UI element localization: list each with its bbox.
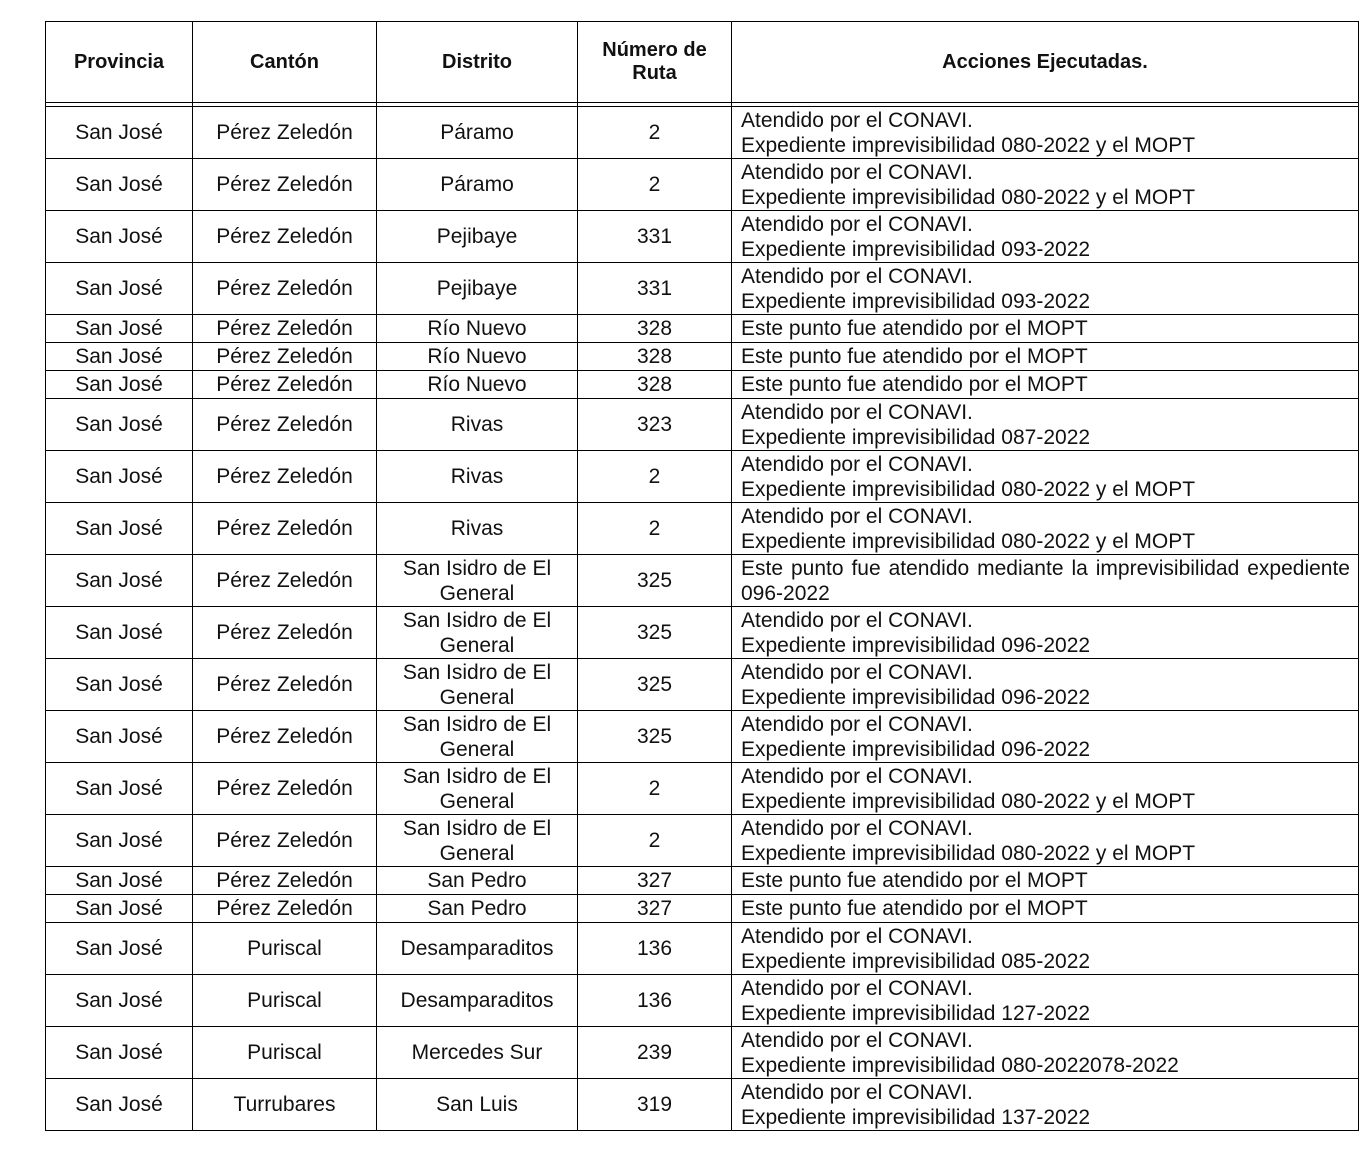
ruta-cell: 319 — [578, 1079, 732, 1131]
distrito-cell: Río Nuevo — [377, 315, 578, 343]
table-row — [46, 211, 1359, 263]
header-numero-ruta: Número de Ruta — [578, 22, 732, 103]
accion-line: Expediente imprevisibilidad 080-2022 y el MOPT — [741, 789, 1196, 813]
acciones-cell — [732, 607, 1359, 659]
ruta-cell: 2 — [578, 815, 732, 867]
accion-line: Atendido por el CONAVI. — [741, 712, 973, 736]
provincia-cell: San José — [46, 711, 193, 763]
accion-line: Expediente imprevisibilidad 096-2022 — [741, 737, 1091, 761]
provincia-cell: San José — [46, 975, 193, 1027]
distrito-cell: San Isidro de El General — [377, 555, 578, 607]
provincia-cell: San José — [46, 211, 193, 263]
distrito-cell: Pejibaye — [377, 263, 578, 315]
provincia-cell: San José — [46, 107, 193, 159]
canton-cell: Pérez Zeledón — [193, 399, 377, 451]
acciones-cell — [732, 263, 1359, 315]
ruta-cell: 328 — [578, 315, 732, 343]
table-row — [46, 371, 1359, 399]
ruta-cell: 327 — [578, 895, 732, 923]
acciones-cell — [732, 1079, 1359, 1131]
provincia-cell: San José — [46, 159, 193, 211]
ruta-cell: 325 — [578, 607, 732, 659]
distrito-cell: Mercedes Sur — [377, 1027, 578, 1079]
distrito-cell: Pejibaye — [377, 211, 578, 263]
acciones-cell — [732, 343, 1359, 371]
table-header-row — [46, 22, 1359, 103]
accion-line: Atendido por el CONAVI. — [741, 608, 973, 632]
provincia-cell: San José — [46, 815, 193, 867]
canton-cell: Pérez Zeledón — [193, 159, 377, 211]
accion-line: Este punto fue atendido por el MOPT — [741, 373, 1088, 396]
acciones-cell — [732, 503, 1359, 555]
acciones-cell — [732, 315, 1359, 343]
acciones-cell — [732, 711, 1359, 763]
accion-line: Atendido por el CONAVI. — [741, 212, 973, 236]
acciones-cell — [732, 555, 1359, 607]
header-distrito: Distrito — [377, 22, 578, 103]
table-row — [46, 159, 1359, 211]
distrito-cell: Desamparaditos — [377, 975, 578, 1027]
canton-cell: Pérez Zeledón — [193, 503, 377, 555]
canton-cell: Pérez Zeledón — [193, 315, 377, 343]
accion-line: Expediente imprevisibilidad 127-2022 — [741, 1001, 1091, 1025]
ruta-cell: 328 — [578, 371, 732, 399]
accion-line: Este punto fue atendido por el MOPT — [741, 317, 1088, 340]
header-provincia: Provincia — [46, 22, 193, 103]
ruta-cell: 136 — [578, 923, 732, 975]
distrito-cell: San Pedro — [377, 867, 578, 895]
accion-line: Atendido por el CONAVI. — [741, 108, 973, 132]
table-row — [46, 711, 1359, 763]
table-row — [46, 815, 1359, 867]
accion-line: Atendido por el CONAVI. — [741, 264, 973, 288]
acciones-cell — [732, 451, 1359, 503]
accion-line: Atendido por el CONAVI. — [741, 1080, 973, 1104]
table-row — [46, 659, 1359, 711]
ruta-cell: 328 — [578, 343, 732, 371]
provincia-cell: San José — [46, 555, 193, 607]
accion-line: Expediente imprevisibilidad 080-2022 y el MOPT — [741, 477, 1196, 501]
distrito-cell: Río Nuevo — [377, 371, 578, 399]
provincia-cell: San José — [46, 659, 193, 711]
accion-line: Expediente imprevisibilidad 080-2022 y el MOPT — [741, 133, 1196, 157]
accion-line: Expediente imprevisibilidad 085-2022 — [741, 949, 1091, 973]
accion-line: Expediente imprevisibilidad 080-2022 y el MOPT — [741, 529, 1196, 553]
ruta-cell: 325 — [578, 711, 732, 763]
accion-line: Atendido por el CONAVI. — [741, 660, 973, 684]
acciones-cell — [732, 975, 1359, 1027]
canton-cell: Pérez Zeledón — [193, 659, 377, 711]
accion-line: Expediente imprevisibilidad 096-2022 — [741, 685, 1091, 709]
table-row — [46, 1027, 1359, 1079]
acciones-cell — [732, 107, 1359, 159]
acciones-cell — [732, 211, 1359, 263]
ruta-cell: 2 — [578, 107, 732, 159]
accion-line: Atendido por el CONAVI. — [741, 160, 973, 184]
accion-line: Este punto fue atendido por el MOPT — [741, 897, 1088, 920]
table-body — [46, 103, 1359, 1131]
acciones-cell — [732, 1027, 1359, 1079]
table-row — [46, 607, 1359, 659]
ruta-cell: 2 — [578, 451, 732, 503]
table-row — [46, 503, 1359, 555]
canton-cell: Puriscal — [193, 1027, 377, 1079]
table-row — [46, 451, 1359, 503]
canton-cell: Pérez Zeledón — [193, 343, 377, 371]
provincia-cell: San José — [46, 1027, 193, 1079]
distrito-cell: Rivas — [377, 451, 578, 503]
provincia-cell: San José — [46, 399, 193, 451]
provincia-cell: San José — [46, 371, 193, 399]
ruta-cell: 323 — [578, 399, 732, 451]
header-canton: Cantón — [193, 22, 377, 103]
provincia-cell: San José — [46, 867, 193, 895]
table-row — [46, 975, 1359, 1027]
accion-line: Atendido por el CONAVI. — [741, 976, 973, 1000]
canton-cell: Pérez Zeledón — [193, 867, 377, 895]
accion-line: Expediente imprevisibilidad 093-2022 — [741, 237, 1091, 261]
acciones-cell — [732, 659, 1359, 711]
accion-line: Atendido por el CONAVI. — [741, 1028, 973, 1052]
distrito-cell: Páramo — [377, 107, 578, 159]
canton-cell: Pérez Zeledón — [193, 107, 377, 159]
acciones-cell — [732, 399, 1359, 451]
actions-table — [45, 21, 1359, 1131]
accion-line: Expediente imprevisibilidad 093-2022 — [741, 289, 1091, 313]
provincia-cell: San José — [46, 263, 193, 315]
table-row — [46, 763, 1359, 815]
distrito-cell: San Isidro de El General — [377, 607, 578, 659]
header-acciones: Acciones Ejecutadas. — [732, 22, 1359, 103]
provincia-cell: San José — [46, 503, 193, 555]
acciones-cell — [732, 867, 1359, 895]
table-row — [46, 555, 1359, 607]
distrito-cell: San Isidro de El General — [377, 763, 578, 815]
provincia-cell: San José — [46, 763, 193, 815]
accion-line: Expediente imprevisibilidad 080-2022078-2022 — [741, 1053, 1179, 1077]
accion-line: Este punto fue atendido por el MOPT — [741, 345, 1088, 368]
canton-cell: Pérez Zeledón — [193, 263, 377, 315]
canton-cell: Pérez Zeledón — [193, 711, 377, 763]
table-row — [46, 923, 1359, 975]
provincia-cell: San José — [46, 451, 193, 503]
acciones-cell — [732, 763, 1359, 815]
distrito-cell: Desamparaditos — [377, 923, 578, 975]
accion-line: Atendido por el CONAVI. — [741, 504, 973, 528]
acciones-cell — [732, 923, 1359, 975]
distrito-cell: San Isidro de El General — [377, 659, 578, 711]
canton-cell: Pérez Zeledón — [193, 371, 377, 399]
canton-cell: Pérez Zeledón — [193, 555, 377, 607]
accion-line: Atendido por el CONAVI. — [741, 764, 973, 788]
canton-cell: Pérez Zeledón — [193, 763, 377, 815]
ruta-cell: 327 — [578, 867, 732, 895]
accion-line: Atendido por el CONAVI. — [741, 400, 973, 424]
accion-line: Expediente imprevisibilidad 096-2022 — [741, 633, 1091, 657]
canton-cell: Puriscal — [193, 975, 377, 1027]
table-row — [46, 315, 1359, 343]
provincia-cell: San José — [46, 923, 193, 975]
canton-cell: Pérez Zeledón — [193, 451, 377, 503]
provincia-cell: San José — [46, 343, 193, 371]
canton-cell: Puriscal — [193, 923, 377, 975]
distrito-cell: Rivas — [377, 399, 578, 451]
accion-line: Este punto fue atendido por el MOPT — [741, 869, 1088, 892]
distrito-cell: Páramo — [377, 159, 578, 211]
table-row — [46, 867, 1359, 895]
acciones-cell — [732, 371, 1359, 399]
acciones-cell — [732, 159, 1359, 211]
ruta-cell: 2 — [578, 763, 732, 815]
distrito-cell: San Isidro de El General — [377, 815, 578, 867]
ruta-cell: 331 — [578, 263, 732, 315]
distrito-cell: San Isidro de El General — [377, 711, 578, 763]
table-row — [46, 895, 1359, 923]
provincia-cell: San José — [46, 607, 193, 659]
provincia-cell: San José — [46, 895, 193, 923]
table-row — [46, 343, 1359, 371]
document-page — [45, 21, 1358, 1131]
ruta-cell: 2 — [578, 503, 732, 555]
ruta-cell: 136 — [578, 975, 732, 1027]
acciones-cell — [732, 895, 1359, 923]
accion-line: Atendido por el CONAVI. — [741, 452, 973, 476]
ruta-cell: 2 — [578, 159, 732, 211]
canton-cell: Turrubares — [193, 1079, 377, 1131]
ruta-cell: 239 — [578, 1027, 732, 1079]
acciones-cell — [732, 815, 1359, 867]
accion-line: Este punto fue atendido mediante la imprevisibilidad expediente 096-2022 — [741, 556, 1350, 605]
canton-cell: Pérez Zeledón — [193, 895, 377, 923]
distrito-cell: Rivas — [377, 503, 578, 555]
provincia-cell: San José — [46, 1079, 193, 1131]
accion-line: Expediente imprevisibilidad 080-2022 y el MOPT — [741, 185, 1196, 209]
distrito-cell: San Luis — [377, 1079, 578, 1131]
canton-cell: Pérez Zeledón — [193, 815, 377, 867]
distrito-cell: Río Nuevo — [377, 343, 578, 371]
ruta-cell: 331 — [578, 211, 732, 263]
distrito-cell: San Pedro — [377, 895, 578, 923]
canton-cell: Pérez Zeledón — [193, 211, 377, 263]
table-row — [46, 107, 1359, 159]
accion-line: Expediente imprevisibilidad 087-2022 — [741, 425, 1091, 449]
table-row — [46, 399, 1359, 451]
accion-line: Expediente imprevisibilidad 080-2022 y el MOPT — [741, 841, 1196, 865]
accion-line: Atendido por el CONAVI. — [741, 924, 973, 948]
accion-line: Atendido por el CONAVI. — [741, 816, 973, 840]
table-row — [46, 1079, 1359, 1131]
provincia-cell: San José — [46, 315, 193, 343]
ruta-cell: 325 — [578, 555, 732, 607]
accion-line: Expediente imprevisibilidad 137-2022 — [741, 1105, 1091, 1129]
canton-cell: Pérez Zeledón — [193, 607, 377, 659]
ruta-cell: 325 — [578, 659, 732, 711]
table-row — [46, 263, 1359, 315]
